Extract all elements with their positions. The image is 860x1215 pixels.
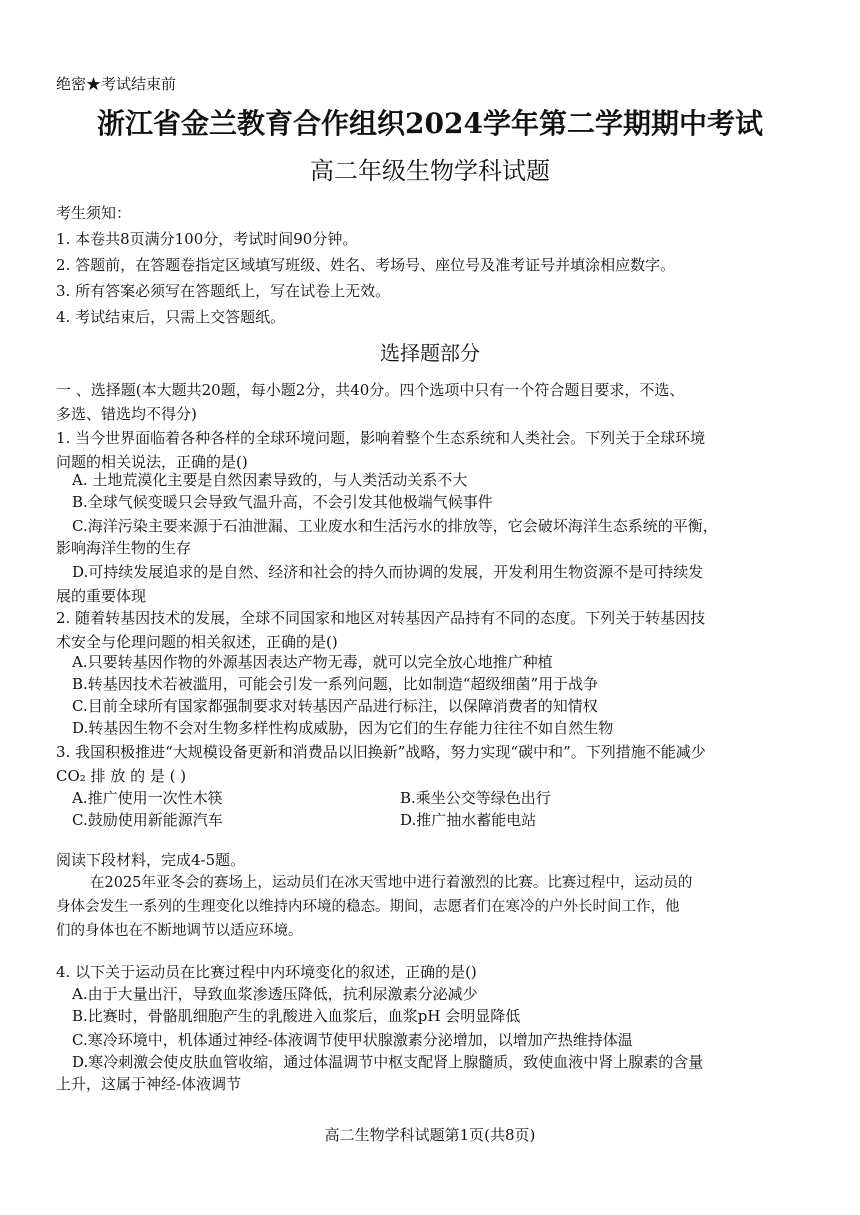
q1-option-d: D.可持续发展追求的是自然、经济和社会的持久而协调的发展，开发利用生物资源不是可持续发 [72,563,704,581]
q4-option-b: B.比赛时，骨骼肌细胞产生的乳酸进入血浆后，血浆pH 会明显降低 [72,1007,521,1025]
notice-item: 2. 答题前，在答题卷指定区域填写班级、姓名、考场号、座位号及准考证号并填涂相应数字。 [56,256,676,274]
q4-option-c: C.寒冷环境中，机体通过神经-体液调节使甲状腺激素分泌增加，以增加产热维持体温 [72,1031,633,1049]
q1-option-c: 影响海洋生物的生存 [56,539,192,557]
q1-stem: 问题的相关说法，正确的是() [56,453,248,471]
q1-option-b: B.全球气候变暖只会导致气温升高，不会引发其他极端气候事件 [72,493,493,511]
q1-option-c: C.海洋污染主要来源于石油泄漏、工业废水和生活污水的排放等，它会破坏海洋生态系统的平衡， [72,517,718,535]
q2-stem: 2. 随着转基因技术的发展，全球不同国家和地区对转基因产品持有不同的态度。下列关于转基因技 [56,609,706,627]
q2-option-b: B.转基因技术若被滥用，可能会引发一系列问题，比如制造“超级细菌”用于战争 [72,675,599,693]
q1-stem: 1. 当今世界面临着各种各样的全球环境问题，影响着整个生态系统和人类社会。下列关于全球环境 [56,429,706,447]
reading-paragraph: 身体会发生一系列的生理变化以维持内环境的稳态。期间，志愿者们在寒冷的户外长时间工作，他 [56,899,680,915]
q2-option-c: C.目前全球所有国家都强制要求对转基因产品进行标注，以保障消费者的知情权 [72,697,598,715]
exam-subtitle: 高二年级生物学科试题 [310,157,550,185]
page-footer: 高二生物学科试题第1页(共8页) [324,1126,536,1144]
notice-heading: 考生须知： [56,204,132,222]
reading-paragraph: 们的身体也在不断地调节以适应环境。 [56,923,303,939]
q2-option-d: D.转基因生物不会对生物多样性构成威胁，因为它们的生存能力往往不如自然生物 [72,719,614,737]
reading-paragraph: 在2025年亚冬会的赛场上，运动员们在冰天雪地中进行着激烈的比赛。比赛过程中，运动员的 [90,875,693,891]
exam-title: 浙江省金兰教育合作组织2024学年第二学期期中考试 [97,107,763,140]
instructions-line: 一 、选择题(本大题共20题，每小题2分，共40分。四个选项中只有一个符合题目要求，不选、 [56,381,685,399]
q1-option-a: A. 土地荒漠化主要是自然因素导致的，与人类活动关系不大 [72,471,468,489]
notice-item: 3. 所有答案必须写在答题纸上，写在试卷上无效。 [56,282,391,300]
q2-option-a: A.只要转基因作物的外源基因表达产物无毒，就可以完全放心地推广种植 [72,653,553,671]
instructions-line: 多选、错选均不得分) [56,405,197,423]
q4-option-d: 上升，这属于神经-体液调节 [56,1075,242,1093]
q3-option-a: A.推广使用一次性木筷 [72,789,223,807]
q3-option-d: D.推广抽水蓄能电站 [400,811,537,829]
q1-option-d: 展的重要体现 [56,587,147,605]
notice-item: 4. 考试结束后，只需上交答题纸。 [56,308,286,326]
reading-intro: 阅读下段材料，完成4-5题。 [56,851,246,869]
confidential-mark: 绝密★考试结束前 [56,75,177,93]
q3-stem: CO₂ 排 放 的 是 ( ) [56,767,187,785]
notice-item: 1. 本卷共8页满分100分，考试时间90分钟。 [56,230,358,248]
section-title: 选择题部分 [380,341,480,365]
q4-stem: 4. 以下关于运动员在比赛过程中内环境变化的叙述，正确的是() [56,963,477,981]
q4-option-d: D.寒冷刺激会使皮肤血管收缩，通过体温调节中枢支配肾上腺髓质，致使血液中肾上腺素的含量 [72,1053,704,1071]
q2-stem: 术安全与伦理问题的相关叙述，正确的是() [56,633,338,651]
q4-option-a: A.由于大量出汗，导致血浆渗透压降低，抗利尿激素分泌减少 [72,985,478,1003]
q3-option-c: C.鼓励使用新能源汽车 [72,811,223,829]
q3-option-b: B.乘坐公交等绿色出行 [400,789,551,807]
q3-stem: 3. 我国积极推进“大规模设备更新和消费品以旧换新”战略，努力实现“碳中和”。下列措施不能减少 [56,743,706,761]
